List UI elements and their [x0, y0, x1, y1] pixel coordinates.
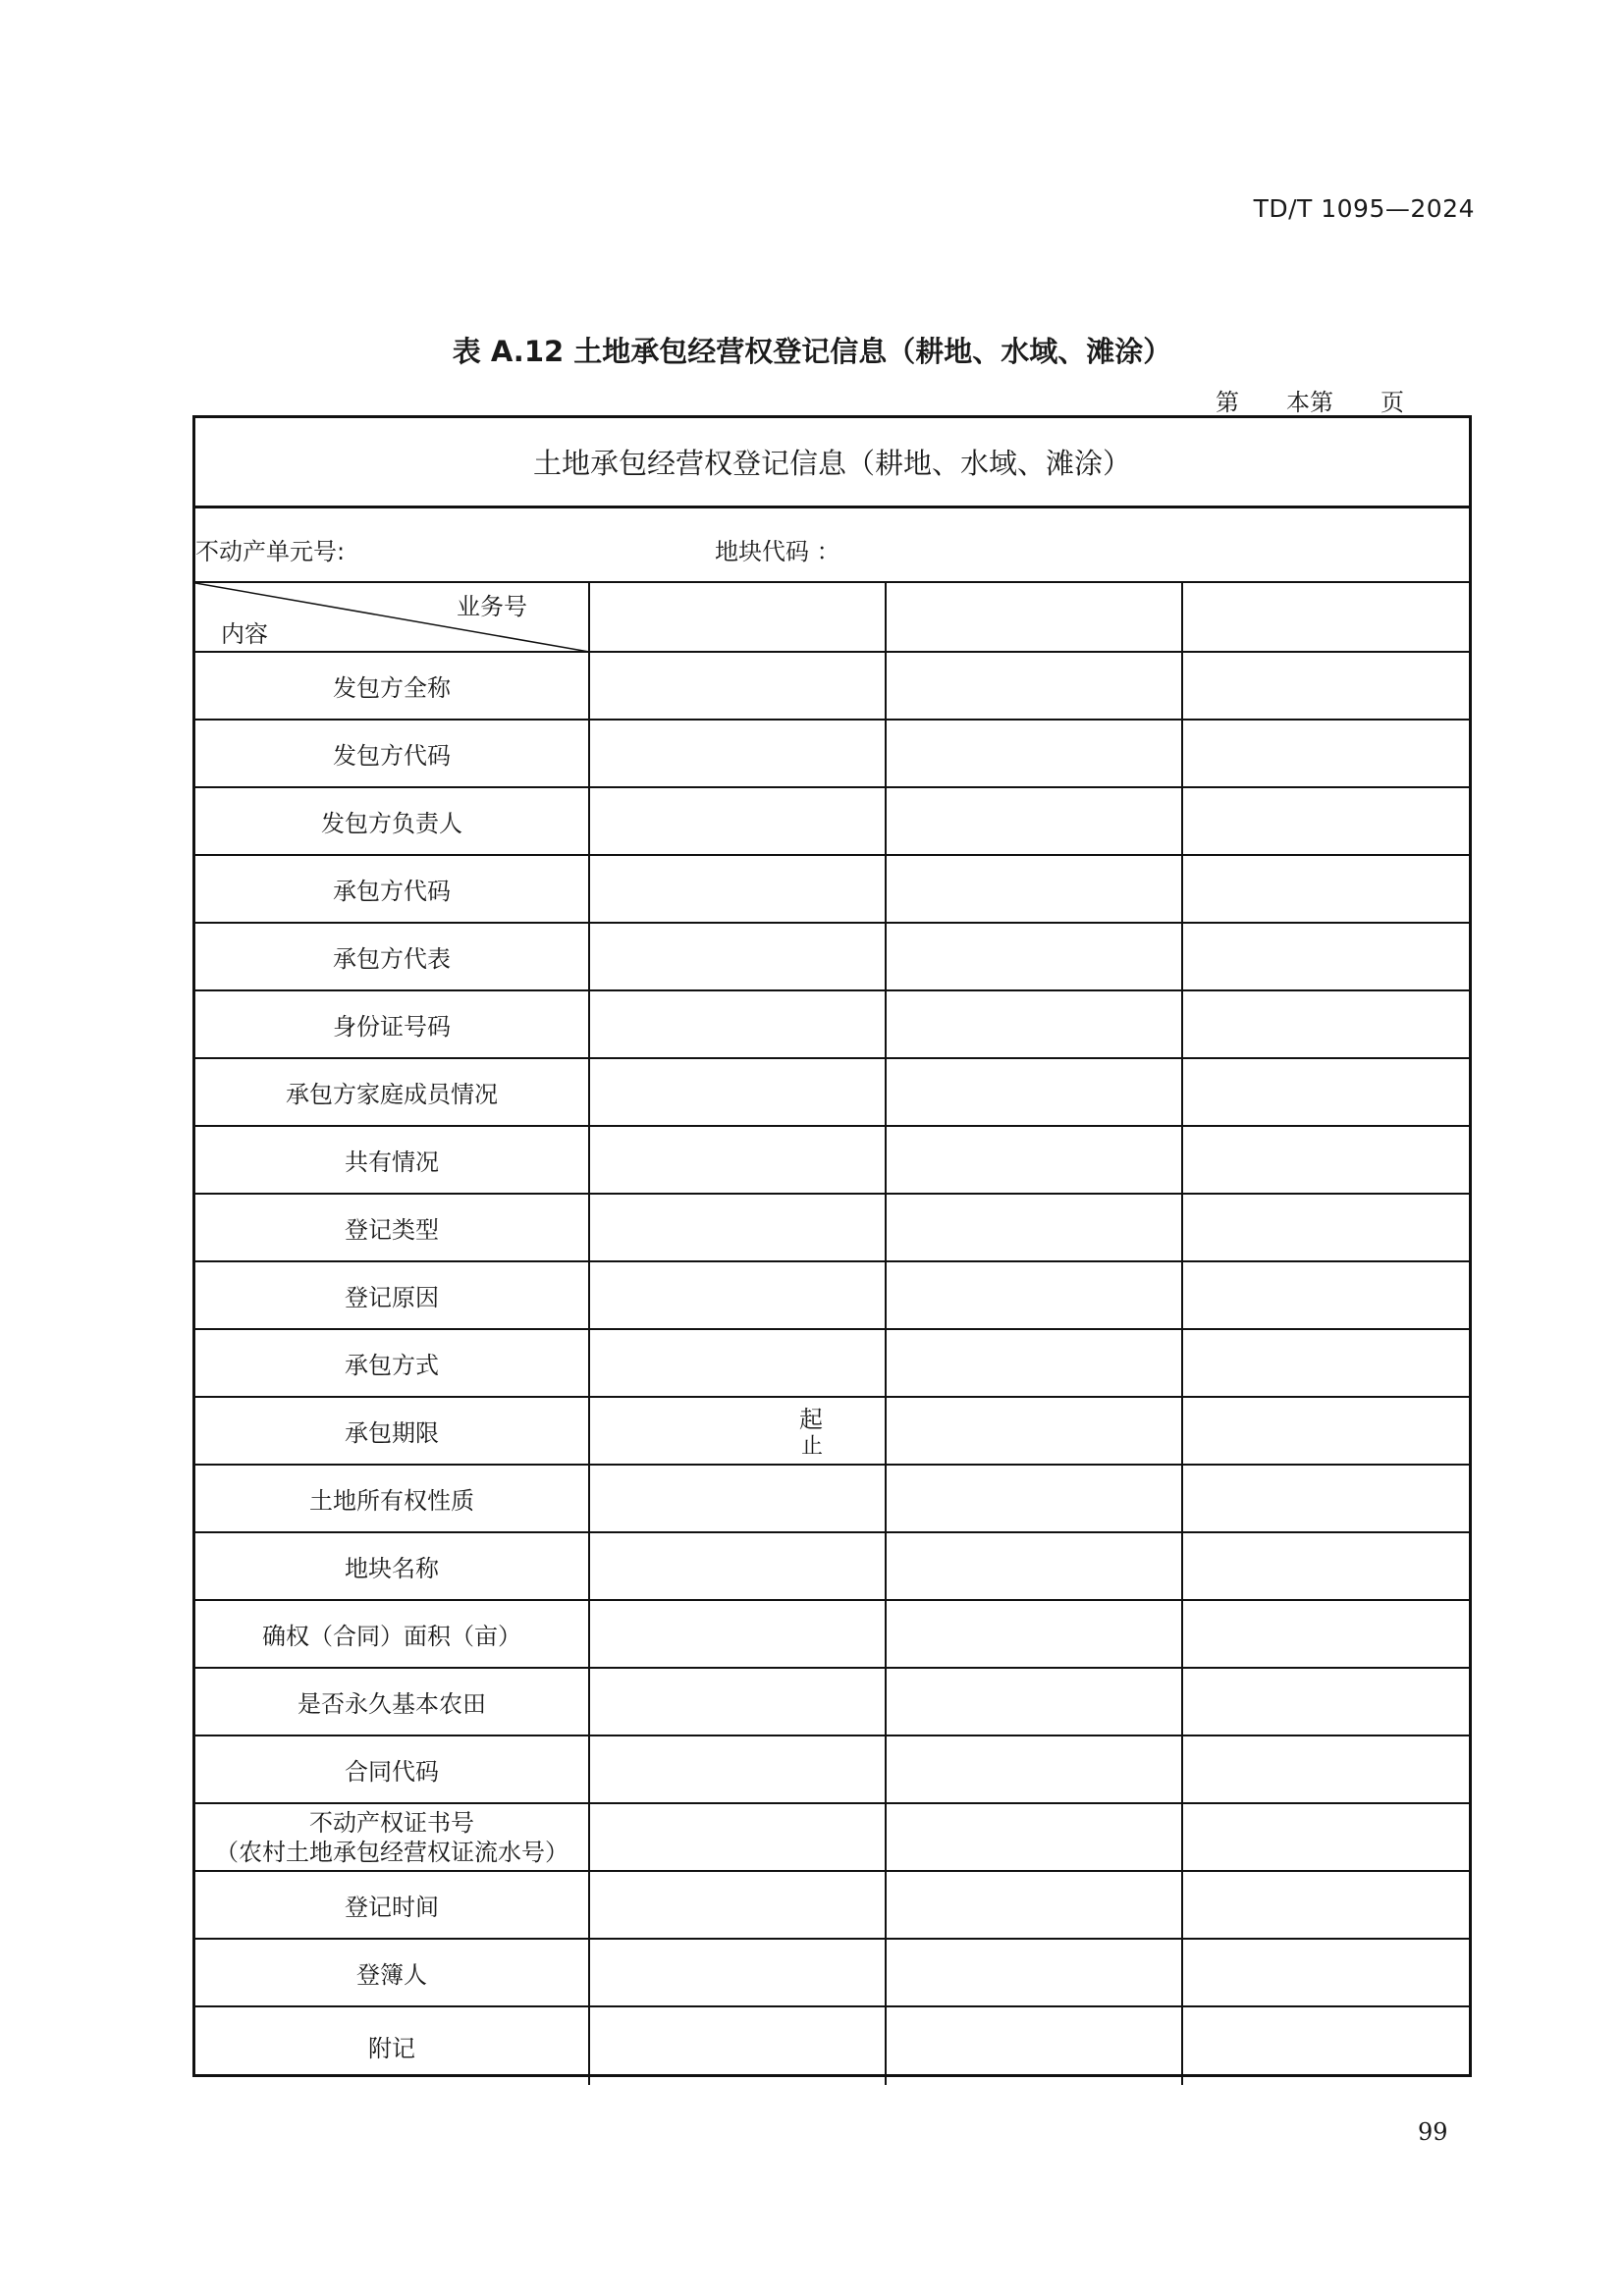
page-count-suffix: 页 [1380, 389, 1404, 416]
certificate-number-label: 不动产权证书号 [309, 1808, 474, 1837]
standard-code: TD/T 1095—2024 [1253, 194, 1475, 223]
value-cell[interactable] [589, 1871, 886, 1939]
table-row [195, 720, 1469, 787]
row-label: 发包方全称 [195, 652, 589, 720]
value-cell[interactable] [886, 1668, 1182, 1735]
row-label: 土地所有权性质 [195, 1465, 589, 1532]
table-row [195, 855, 1469, 923]
value-cell[interactable] [886, 1735, 1182, 1803]
value-cell[interactable] [589, 990, 886, 1058]
table-row [195, 1803, 1469, 1871]
row-label: 承包方式 [195, 1329, 589, 1397]
value-cell[interactable] [1182, 1735, 1469, 1803]
row-label: 承包方代码 [195, 855, 589, 923]
business-number-cell-3[interactable] [1182, 583, 1469, 652]
contract-term-cell[interactable] [589, 1397, 886, 1465]
value-cell[interactable] [589, 1465, 886, 1532]
value-cell[interactable] [1182, 1329, 1469, 1397]
table-row [195, 2006, 1469, 2085]
table-row [195, 1939, 1469, 2006]
value-cell[interactable] [589, 787, 886, 855]
row-label: 身份证号码 [195, 990, 589, 1058]
row-label: 附记 [195, 2006, 589, 2085]
value-cell[interactable] [589, 1194, 886, 1261]
value-cell[interactable] [589, 720, 886, 787]
table-row [195, 1126, 1469, 1194]
value-cell[interactable] [589, 1126, 886, 1194]
value-cell[interactable] [886, 652, 1182, 720]
value-cell[interactable] [589, 1329, 886, 1397]
term-end-label: 止 [801, 1434, 824, 1459]
table-row [195, 1465, 1469, 1532]
value-cell[interactable] [886, 787, 1182, 855]
value-cell[interactable] [589, 1803, 886, 1871]
value-cell[interactable] [1182, 720, 1469, 787]
row-label: 确权（合同）面积（亩） [195, 1600, 589, 1668]
value-cell[interactable] [886, 1600, 1182, 1668]
value-cell[interactable] [1182, 990, 1469, 1058]
value-cell[interactable] [886, 1261, 1182, 1329]
parcel-code-label: 地块代码 ： [715, 538, 840, 565]
table-row [195, 1600, 1469, 1668]
form-title: 土地承包经营权登记信息（耕地、水域、滩涂） [195, 418, 1469, 508]
business-number-cell-2[interactable] [886, 583, 1182, 652]
registration-form [192, 415, 1472, 2077]
value-cell[interactable] [886, 1803, 1182, 1871]
unit-info-row [195, 508, 1469, 583]
value-cell[interactable] [1182, 1058, 1469, 1126]
table-row [195, 1668, 1469, 1735]
row-label: 共有情况 [195, 1126, 589, 1194]
value-cell[interactable] [1182, 1261, 1469, 1329]
row-label: 地块名称 [195, 1532, 589, 1600]
value-cell[interactable] [886, 990, 1182, 1058]
value-cell[interactable] [886, 1329, 1182, 1397]
value-cell[interactable] [1182, 923, 1469, 990]
value-cell[interactable] [886, 1126, 1182, 1194]
row-label: 发包方代码 [195, 720, 589, 787]
table-caption: 表 A.12 土地承包经营权登记信息（耕地、水域、滩涂） [452, 335, 1172, 368]
value-cell[interactable] [1182, 1871, 1469, 1939]
value-cell[interactable] [1182, 1939, 1469, 2006]
value-cell[interactable] [589, 1261, 886, 1329]
info-grid [195, 583, 1469, 2085]
value-cell[interactable] [589, 1939, 886, 2006]
value-cell[interactable] [589, 1600, 886, 1668]
value-cell[interactable] [1182, 855, 1469, 923]
value-cell[interactable] [589, 1735, 886, 1803]
row-label: 承包方代表 [195, 923, 589, 990]
value-cell[interactable] [886, 1397, 1182, 1465]
unit-number-label: 不动产单元号: [195, 538, 346, 565]
value-cell[interactable] [886, 855, 1182, 923]
value-cell[interactable] [886, 2006, 1182, 2085]
page-count-prefix: 第 [1216, 389, 1239, 416]
value-cell[interactable] [589, 1668, 886, 1735]
value-cell[interactable] [1182, 2006, 1469, 2085]
page-count-volume: 本第 [1286, 389, 1333, 416]
row-label: 合同代码 [195, 1735, 589, 1803]
value-cell[interactable] [1182, 1532, 1469, 1600]
row-label: 承包方家庭成员情况 [195, 1058, 589, 1126]
value-cell[interactable] [1182, 1126, 1469, 1194]
row-label: 发包方负责人 [195, 787, 589, 855]
table-row [195, 1261, 1469, 1329]
value-cell[interactable] [1182, 652, 1469, 720]
value-cell[interactable] [886, 1871, 1182, 1939]
table-row [195, 652, 1469, 720]
value-cell[interactable] [589, 1532, 886, 1600]
value-cell[interactable] [589, 2006, 886, 2085]
table-row [195, 1532, 1469, 1600]
business-number-label: 业务号 [457, 593, 527, 620]
value-cell[interactable] [886, 1194, 1182, 1261]
table-row [195, 990, 1469, 1058]
table-row [195, 1397, 1469, 1465]
row-label: 登记原因 [195, 1261, 589, 1329]
value-cell[interactable] [886, 720, 1182, 787]
value-cell[interactable] [1182, 1397, 1469, 1465]
table-row [195, 1194, 1469, 1261]
value-cell[interactable] [886, 1939, 1182, 2006]
value-cell[interactable] [1182, 787, 1469, 855]
value-cell[interactable] [1182, 1194, 1469, 1261]
value-cell[interactable] [886, 1532, 1182, 1600]
business-number-cell-1[interactable] [589, 583, 886, 652]
value-cell[interactable] [589, 1058, 886, 1126]
table-row [195, 1735, 1469, 1803]
table-row [195, 1329, 1469, 1397]
value-cell[interactable] [886, 1058, 1182, 1126]
value-cell[interactable] [589, 855, 886, 923]
value-cell[interactable] [1182, 1465, 1469, 1532]
table-row [195, 1058, 1469, 1126]
table-row [195, 923, 1469, 990]
header-row [195, 583, 1469, 652]
page-number: 99 [1418, 2118, 1448, 2146]
row-label: 承包期限 [195, 1397, 589, 1465]
table-row [195, 1871, 1469, 1939]
row-label: 登簿人 [195, 1939, 589, 2006]
page-count [1216, 383, 1404, 417]
content-label: 内容 [221, 620, 268, 648]
row-label [195, 1803, 589, 1871]
value-cell[interactable] [589, 923, 886, 990]
value-cell[interactable] [1182, 1803, 1469, 1871]
value-cell[interactable] [1182, 1668, 1469, 1735]
row-label: 登记类型 [195, 1194, 589, 1261]
value-cell[interactable] [589, 652, 886, 720]
table-row [195, 787, 1469, 855]
certificate-serial-label: （农村土地承包经营权证流水号） [215, 1838, 568, 1866]
row-label: 是否永久基本农田 [195, 1668, 589, 1735]
value-cell[interactable] [886, 923, 1182, 990]
term-start-label: 起 [799, 1406, 823, 1433]
value-cell[interactable] [1182, 1600, 1469, 1668]
value-cell[interactable] [886, 1465, 1182, 1532]
row-label: 登记时间 [195, 1871, 589, 1939]
diagonal-header-cell [195, 583, 589, 652]
